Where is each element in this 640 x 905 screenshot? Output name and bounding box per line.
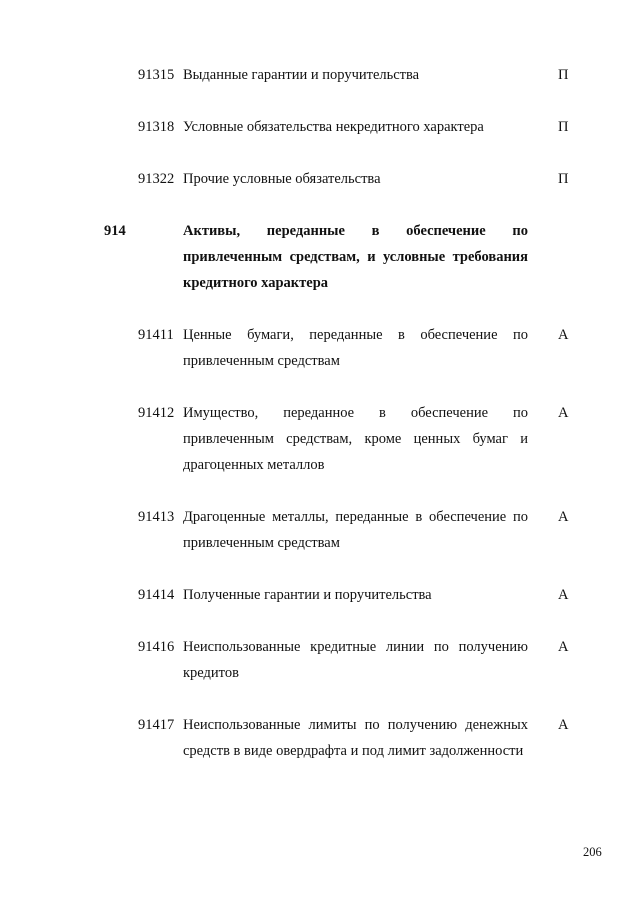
- account-description: Прочие условные обязательства: [183, 171, 381, 187]
- account-description: Условные обязательства некредитного характера: [183, 119, 484, 135]
- account-description: Неиспользованные лимиты по получению денежных средств в виде овердрафта и под лимит задолженности: [183, 717, 528, 759]
- account-side: П: [558, 67, 569, 83]
- account-description: Выданные гарантии и поручительства: [183, 67, 420, 83]
- account-code: 91322: [138, 171, 175, 187]
- account-side: А: [558, 327, 569, 343]
- account-side: А: [558, 639, 569, 655]
- account-side: А: [558, 717, 569, 733]
- account-code: 91413: [138, 509, 175, 525]
- account-code: 91318: [138, 119, 175, 135]
- account-code: 91417: [138, 717, 175, 733]
- account-side: А: [558, 587, 569, 603]
- account-description: Неиспользованные кредитные линии по получению кредитов: [183, 639, 528, 681]
- account-code: 91411: [138, 327, 174, 343]
- account-code: 91416: [138, 639, 175, 655]
- account-code: 91315: [138, 67, 175, 83]
- account-side: А: [558, 405, 569, 421]
- page-number: 206: [583, 845, 602, 859]
- account-side: А: [558, 509, 569, 525]
- account-side: П: [558, 119, 569, 135]
- account-group-description: Активы, переданные в обеспечение по привлеченным средствам, и условные требования кредитного характера: [183, 223, 528, 291]
- account-description: Драгоценные металлы, переданные в обеспечение по привлеченным средствам: [183, 509, 528, 551]
- account-description: Имущество, переданное в обеспечение по привлеченным средствам, кроме ценных бумаг и драгоценных металлов: [183, 405, 528, 473]
- account-group-code: 914: [104, 223, 126, 239]
- account-code: 91414: [138, 587, 175, 603]
- account-code: 91412: [138, 405, 175, 421]
- account-description: Ценные бумаги, переданные в обеспечение по привлеченным средствам: [183, 327, 528, 369]
- account-description: Полученные гарантии и поручительства: [183, 587, 432, 603]
- account-side: П: [558, 171, 569, 187]
